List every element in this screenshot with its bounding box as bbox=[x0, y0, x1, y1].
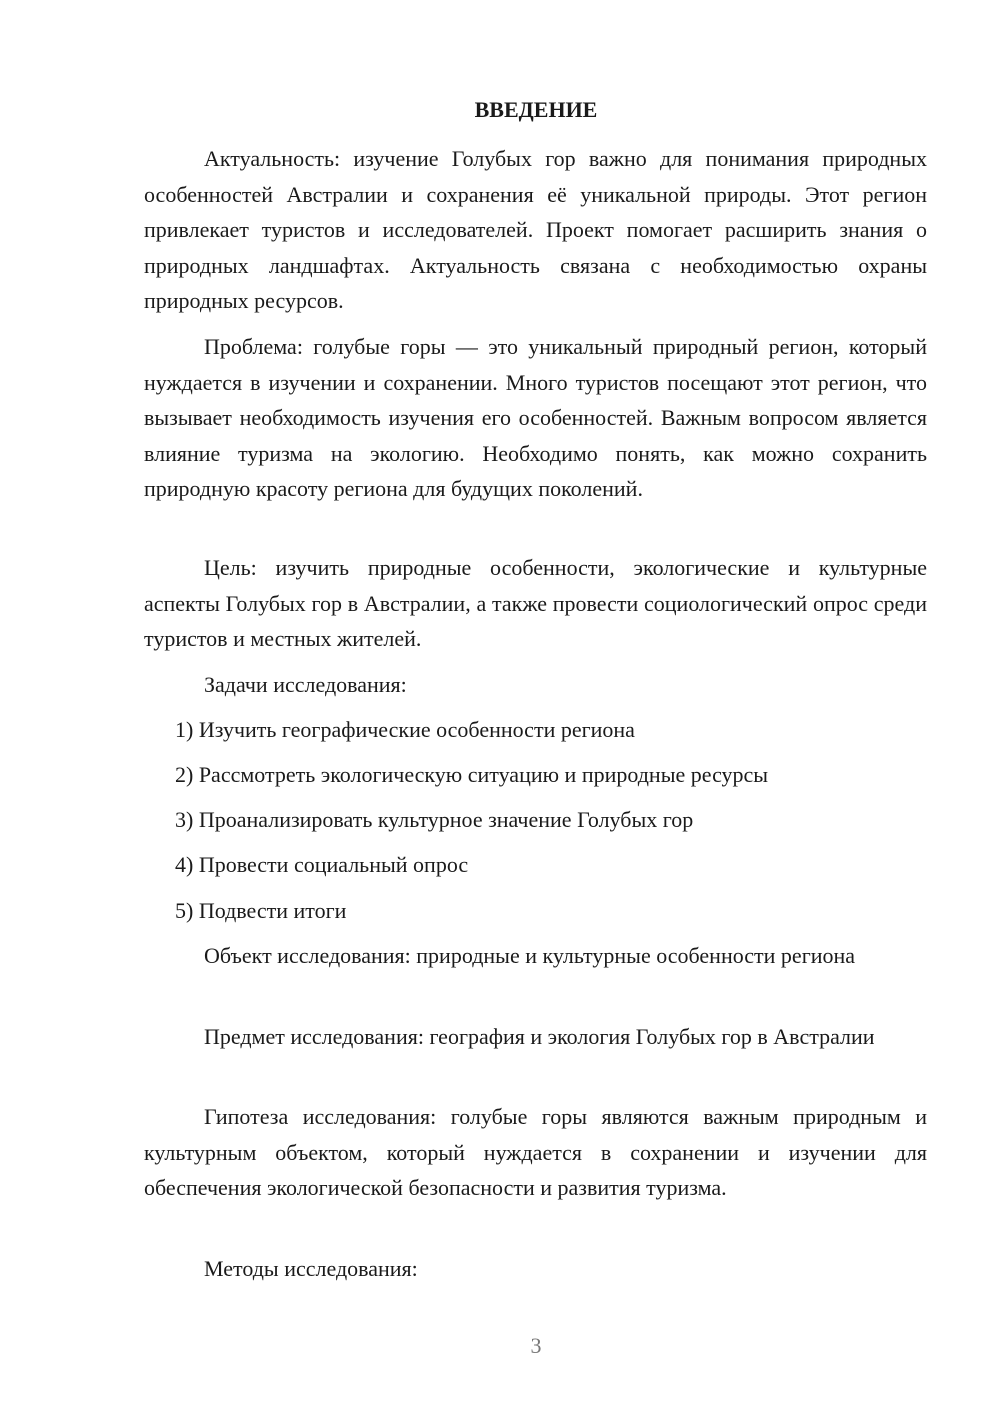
hypothesis-paragraph: Гипотеза исследования: голубые горы являются важным природным и культурным объектом, который нуждается в сохранении и изучении для обеспечения экологической безопасности и развития туризма. bbox=[144, 1104, 927, 1200]
list-item: 2) Рассмотреть экологическую ситуацию и природные ресурсы bbox=[175, 762, 769, 787]
tasks-heading: Задачи исследования: bbox=[204, 672, 407, 697]
list-item: 4) Провести социальный опрос bbox=[175, 852, 469, 877]
methods-heading: Методы исследования: bbox=[204, 1256, 418, 1281]
page-number: 3 bbox=[530, 1333, 542, 1358]
list-item: 1) Изучить географические особенности региона bbox=[175, 717, 635, 742]
problem-paragraph: Проблема: голубые горы — это уникальный природный регион, который нуждается в изучении и сохранении. Много туристов посещают этот регион, что вызывает необходимость изучения его особенностей. Важным вопросом является влияние туризма на экологию. Необходимо понять, как можно сохранить природную красоту региона для будущих поколений. bbox=[144, 334, 927, 501]
section-title: ВВЕДЕНИЕ bbox=[474, 97, 598, 122]
list-item: 5) Подвести итоги bbox=[175, 898, 347, 923]
goal-paragraph: Цель: изучить природные особенности, экологические и культурные аспекты Голубых гор в Австралии, а также провести социологический опрос среди туристов и местных жителей. bbox=[144, 555, 927, 651]
list-item: 3) Проанализировать культурное значение Голубых гор bbox=[175, 807, 694, 832]
relevance-paragraph: Актуальность: изучение Голубых гор важно для понимания природных особенностей Австралии и сохранения её уникальной природы. Этот регион привлекает туристов и исследователей. Проект помогает расширить знания о природных ландшафтах. Актуальность связана с необходимостью охраны природных ресурсов. bbox=[144, 146, 927, 313]
subject-paragraph: Предмет исследования: география и экология Голубых гор в Австралии bbox=[204, 1024, 875, 1049]
object-paragraph: Объект исследования: природные и культурные особенности региона bbox=[204, 943, 856, 968]
